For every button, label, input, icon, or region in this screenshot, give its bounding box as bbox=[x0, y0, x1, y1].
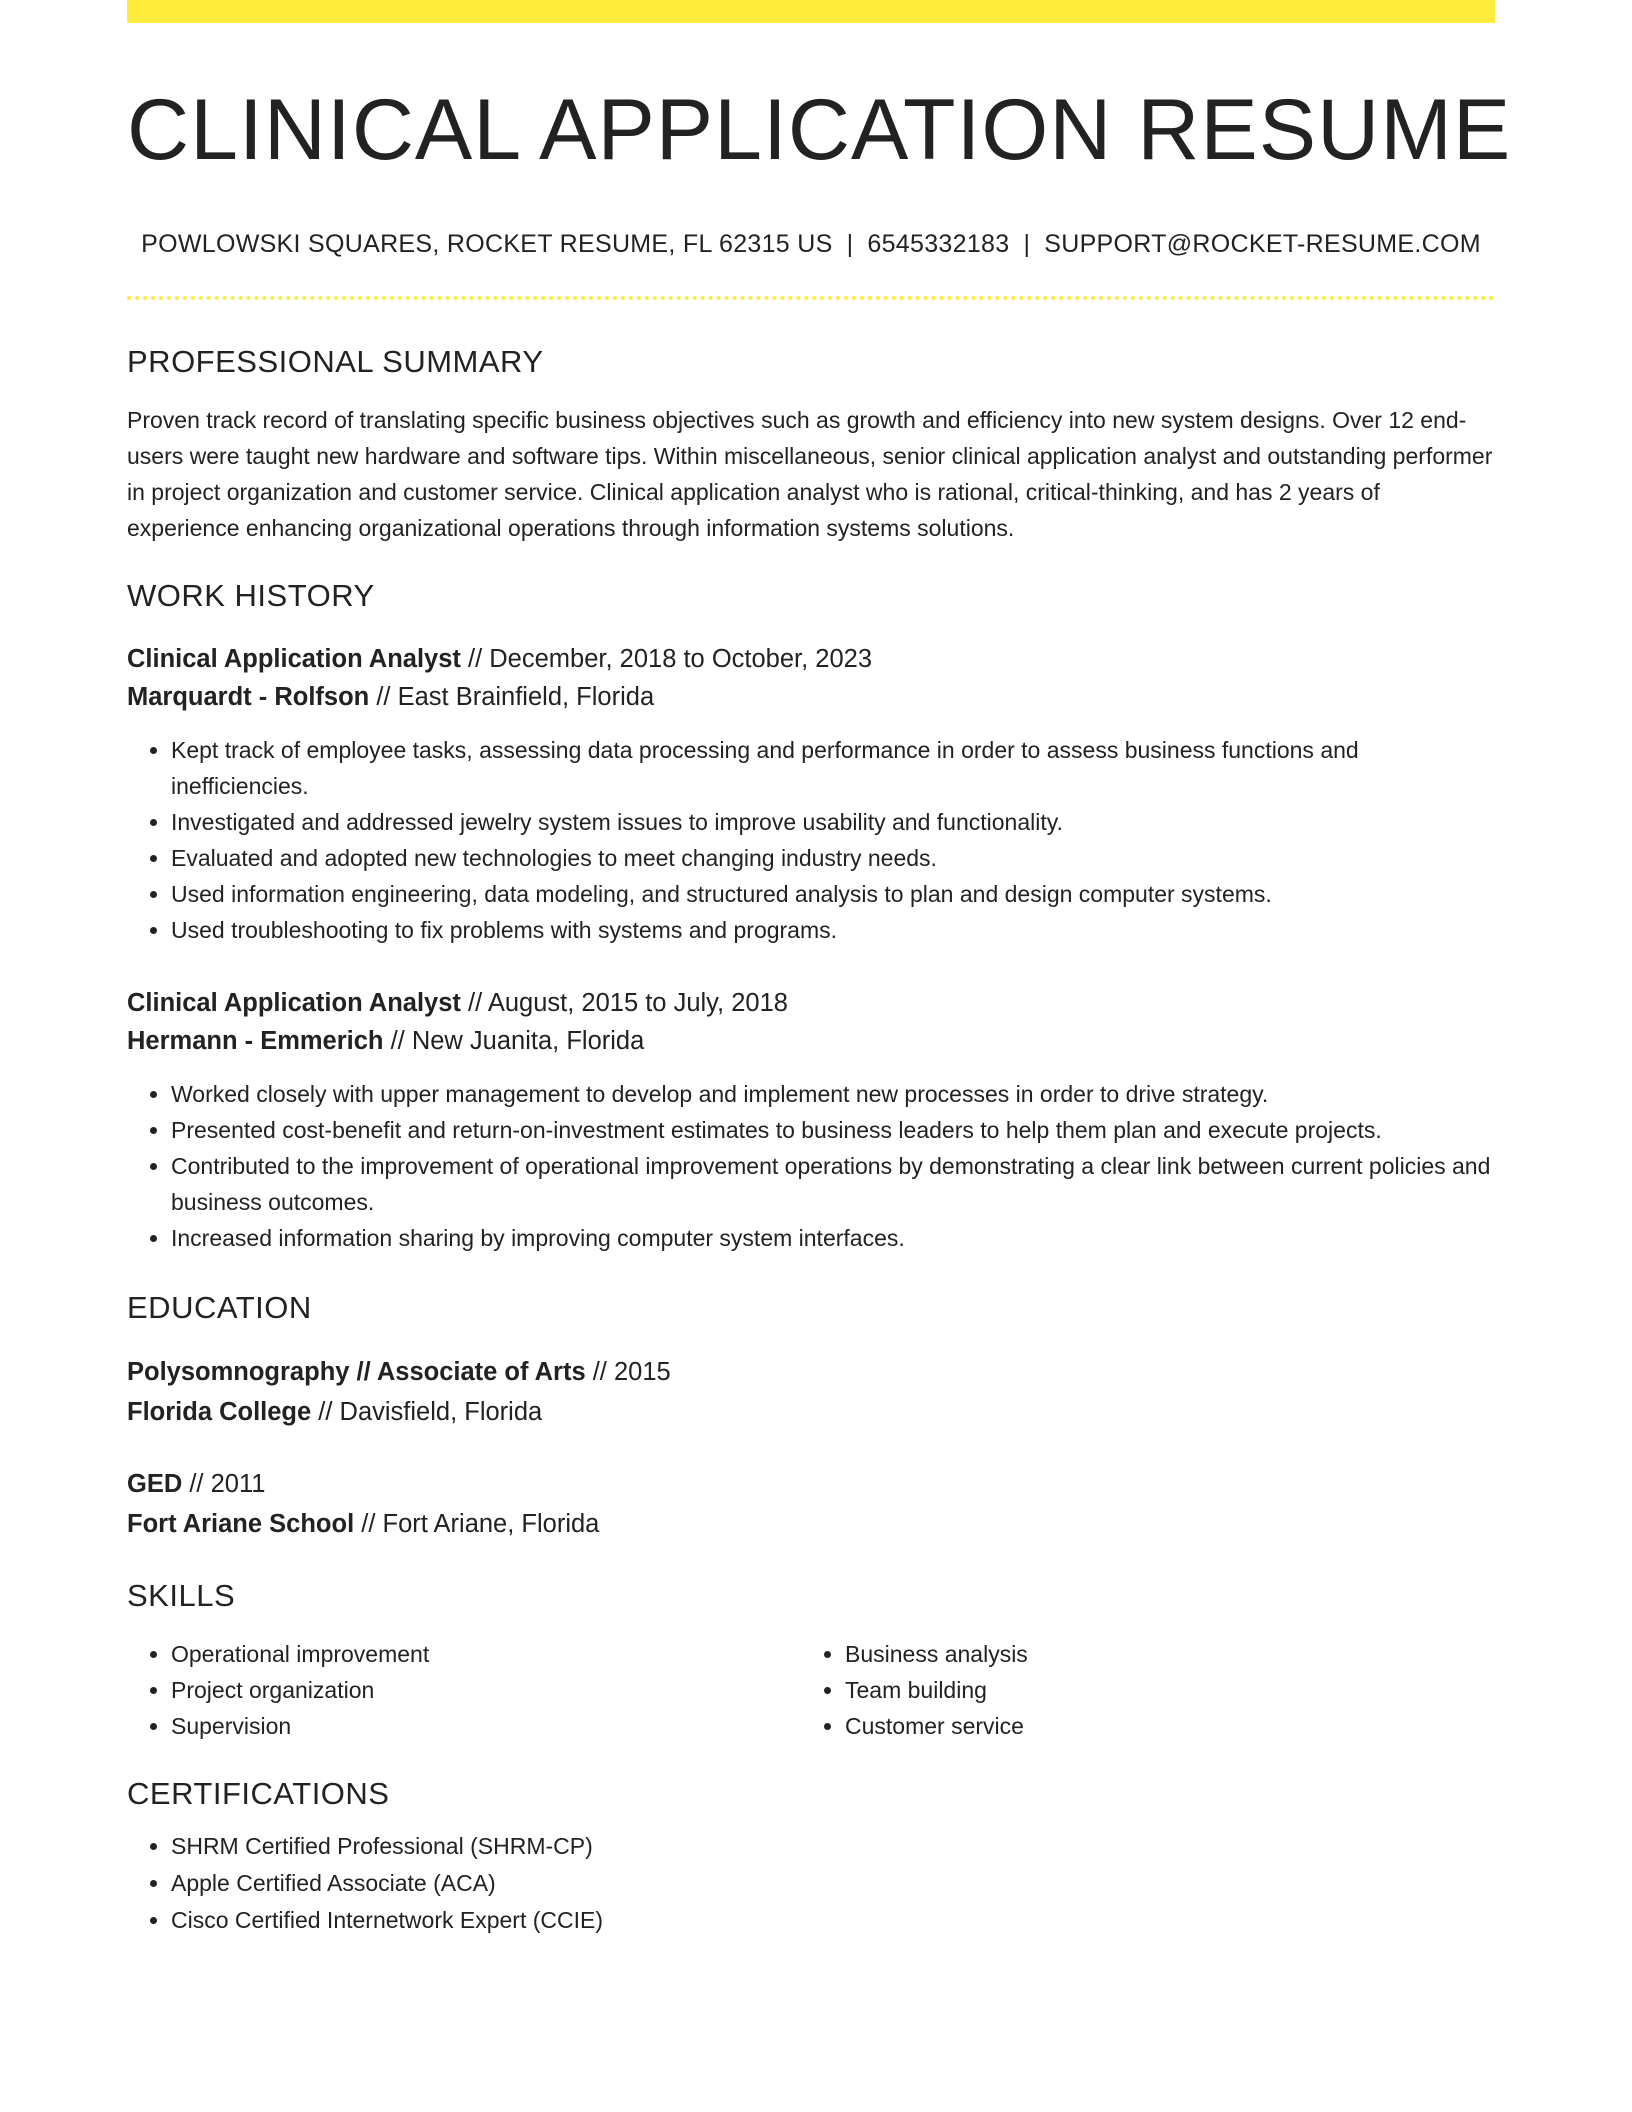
job-bullet: • Increased information sharing by improving computer system interfaces. bbox=[171, 1220, 1495, 1256]
certifications-heading: CERTIFICATIONS bbox=[127, 1775, 390, 1811]
job-bullet: • Worked closely with upper management to develop and implement new processes in order to drive strategy. bbox=[171, 1076, 1495, 1112]
education-location: // Fort Ariane, Florida bbox=[354, 1509, 600, 1538]
job-location: // East Brainfield, Florida bbox=[369, 682, 655, 711]
resume-title: CLINICAL APPLICATION RESUME bbox=[127, 82, 1512, 178]
job-title: Clinical Application Analyst bbox=[127, 988, 461, 1017]
job-bullet: • Used information engineering, data modeling, and structured analysis to plan and design computer systems. bbox=[171, 876, 1495, 912]
job-dates: // August, 2015 to July, 2018 bbox=[460, 988, 788, 1017]
header-divider bbox=[127, 296, 1495, 300]
certifications-list bbox=[127, 1828, 1495, 1939]
job-location: // New Juanita, Florida bbox=[383, 1026, 645, 1055]
education-school-line bbox=[127, 1504, 1495, 1544]
education-location: // Davisfield, Florida bbox=[311, 1397, 543, 1426]
summary-text: Proven track record of translating specific business objectives such as growth and efficiency into new system designs. Over 12 end-users were taught new hardware and software tips. Within miscellaneous, senior clinical application analyst and outstanding performer in project organization and customer service. Clinical application analyst who is rational, critical-thinking, and has 2 years of experience enhancing organizational operations through information systems solutions. bbox=[127, 406, 1493, 541]
accent-top-bar bbox=[127, 0, 1495, 23]
education-heading: EDUCATION bbox=[127, 1289, 312, 1325]
education-degree: Polysomnography // Associate of Arts bbox=[127, 1357, 586, 1386]
contact-separator: | bbox=[846, 229, 854, 258]
skill-item: • Team building bbox=[845, 1672, 1475, 1708]
job-company: Marquardt - Rolfson bbox=[127, 682, 370, 711]
skill-item: • Supervision bbox=[171, 1708, 801, 1744]
education-degree-line bbox=[127, 1464, 1495, 1504]
job-bullet: • Presented cost-benefit and return-on-investment estimates to business leaders to help them plan and execute projects. bbox=[171, 1112, 1495, 1148]
education-school: Florida College bbox=[127, 1397, 312, 1426]
job-title: Clinical Application Analyst bbox=[127, 644, 461, 673]
job-bullet: • Contributed to the improvement of operational improvement operations by demonstrating a clear link between current policies and business outcomes. bbox=[171, 1148, 1495, 1220]
certification-item: • SHRM Certified Professional (SHRM-CP) bbox=[171, 1828, 1495, 1865]
job-entry bbox=[127, 984, 1495, 1256]
job-title-line bbox=[127, 640, 1495, 678]
education-entry bbox=[127, 1464, 1495, 1544]
job-company: Hermann - Emmerich bbox=[127, 1026, 384, 1055]
contact-address: POWLOWSKI SQUARES, ROCKET RESUME, FL 62315 US bbox=[141, 229, 833, 258]
education-entry bbox=[127, 1352, 1495, 1432]
job-entry bbox=[127, 640, 1495, 948]
contact-separator: | bbox=[1023, 229, 1031, 258]
skill-item: • Project organization bbox=[171, 1672, 801, 1708]
job-bullets bbox=[127, 1076, 1495, 1256]
job-company-line bbox=[127, 678, 1495, 716]
education-degree: GED bbox=[127, 1469, 183, 1498]
skill-item: • Business analysis bbox=[845, 1636, 1475, 1672]
contact-phone: 6545332183 bbox=[867, 229, 1010, 258]
education-year: // 2015 bbox=[585, 1357, 671, 1386]
job-bullet: • Used troubleshooting to fix problems with systems and programs. bbox=[171, 912, 1495, 948]
job-bullets bbox=[127, 732, 1495, 948]
work-history-heading: WORK HISTORY bbox=[127, 577, 375, 613]
job-title-line bbox=[127, 984, 1495, 1022]
skills-heading: SKILLS bbox=[127, 1577, 236, 1613]
skill-item: • Operational improvement bbox=[171, 1636, 801, 1672]
education-degree-line bbox=[127, 1352, 1495, 1392]
job-company-line bbox=[127, 1022, 1495, 1060]
skills-grid bbox=[127, 1636, 1495, 1744]
contact-email: SUPPORT@ROCKET-RESUME.COM bbox=[1044, 229, 1481, 258]
certification-item: • Cisco Certified Internetwork Expert (CCIE) bbox=[171, 1902, 1495, 1939]
certification-item: • Apple Certified Associate (ACA) bbox=[171, 1865, 1495, 1902]
job-bullet: • Evaluated and adopted new technologies to meet changing industry needs. bbox=[171, 840, 1495, 876]
skills-column-right bbox=[801, 1636, 1475, 1744]
contact-line bbox=[127, 230, 1495, 259]
summary-heading: PROFESSIONAL SUMMARY bbox=[127, 343, 544, 379]
education-school: Fort Ariane School bbox=[127, 1509, 355, 1538]
skill-item: • Customer service bbox=[845, 1708, 1475, 1744]
skills-column-left bbox=[127, 1636, 801, 1744]
job-bullet: • Kept track of employee tasks, assessing data processing and performance in order to assess business functions and inefficiencies. bbox=[171, 732, 1495, 804]
job-bullet: • Investigated and addressed jewelry system issues to improve usability and functionality. bbox=[171, 804, 1495, 840]
job-dates: // December, 2018 to October, 2023 bbox=[460, 644, 873, 673]
education-year: // 2011 bbox=[182, 1469, 266, 1498]
education-school-line bbox=[127, 1392, 1495, 1432]
resume-page bbox=[127, 0, 1512, 1939]
